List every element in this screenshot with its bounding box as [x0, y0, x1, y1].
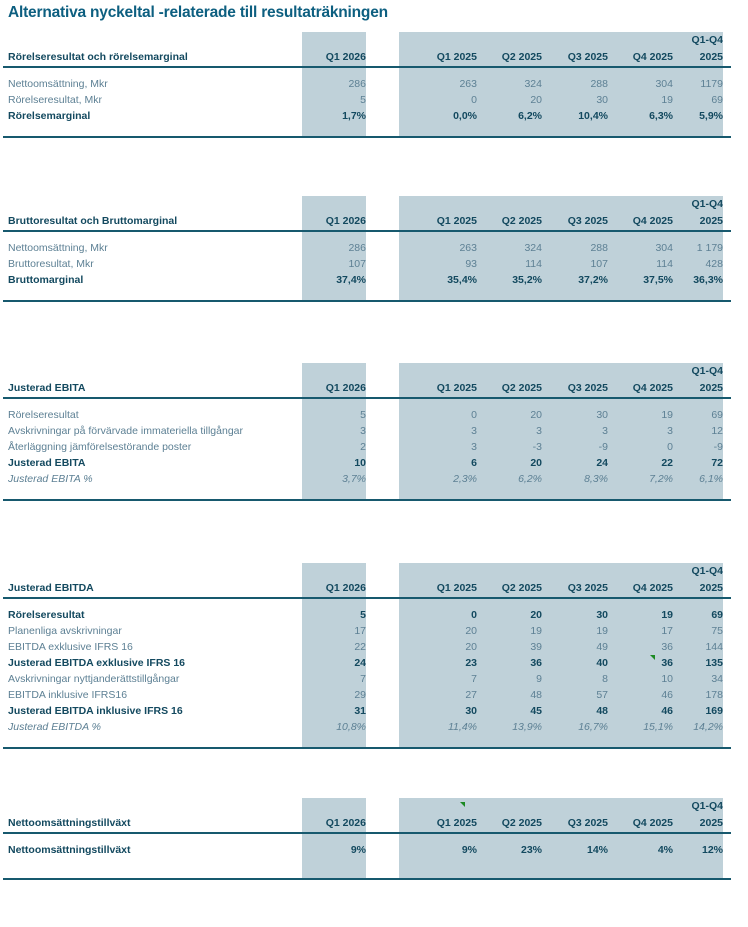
- header-rule: [3, 597, 731, 599]
- table-cell: 9: [536, 673, 542, 685]
- column-header-quarter: Q3 2025: [567, 382, 608, 394]
- column-header-fullyear-top: Q1-Q4: [691, 198, 723, 210]
- table-cell: 30: [596, 409, 608, 421]
- table-cell: 23%: [520, 844, 542, 856]
- table-cell: 8: [602, 673, 608, 685]
- table-cell: 37,5%: [643, 274, 673, 286]
- table-cell: 48: [530, 689, 542, 701]
- table-row: [0, 687, 748, 703]
- table-header-row: [0, 380, 748, 397]
- table-row: [0, 639, 748, 655]
- table-cell: 30: [465, 705, 477, 717]
- table-cell: 10: [661, 673, 673, 685]
- table-row: [0, 655, 748, 671]
- table-cell: 22: [354, 641, 366, 653]
- row-label: Avskrivningar nyttjanderättstillgångar: [8, 673, 180, 685]
- table-cell: 75: [711, 625, 723, 637]
- column-header-quarter: Q2 2025: [501, 817, 542, 829]
- table-cell: 5: [360, 609, 366, 621]
- table-cell: 45: [530, 705, 542, 717]
- table-cell: 324: [524, 242, 542, 254]
- row-label: EBITDA exklusive IFRS 16: [8, 641, 133, 653]
- table-cell: 288: [590, 78, 608, 90]
- table-cell: 304: [655, 78, 673, 90]
- section-bottom-rule: [3, 300, 731, 302]
- table-cell: 9%: [350, 844, 366, 856]
- table-row: [0, 92, 748, 108]
- table-superheader-row: [0, 563, 748, 580]
- table-cell: 107: [348, 258, 366, 270]
- table-row: [0, 272, 748, 288]
- row-label: Justerad EBITA %: [8, 473, 93, 485]
- column-header-current: Q1 2026: [325, 382, 366, 394]
- table-cell: 288: [590, 242, 608, 254]
- table-cell: 428: [705, 258, 723, 270]
- table-cell: 20: [465, 625, 477, 637]
- table-cell: 5: [360, 94, 366, 106]
- table-cell: 20: [530, 457, 542, 469]
- table-cell: 1,7%: [342, 110, 366, 122]
- table-cell: 12%: [701, 844, 723, 856]
- row-label: Återläggning jämförelsestörande poster: [8, 441, 192, 453]
- column-header-fullyear-bottom: 2025: [699, 817, 723, 829]
- table-cell: 286: [348, 78, 366, 90]
- table-cell: 36: [661, 641, 673, 653]
- section-heading: Bruttoresultat och Bruttomarginal: [8, 215, 178, 227]
- table-cell: 286: [348, 242, 366, 254]
- table-row: [0, 471, 748, 487]
- header-rule: [3, 397, 731, 399]
- section-bottom-rule: [3, 499, 731, 501]
- row-label: Justerad EBITDA %: [8, 721, 101, 733]
- table-cell: 1 179: [696, 242, 723, 254]
- table-cell: 0: [471, 609, 477, 621]
- table-cell: 10,8%: [336, 721, 366, 733]
- table-cell: 6: [471, 457, 477, 469]
- table-cell: 3: [360, 425, 366, 437]
- column-header-quarter: Q1 2025: [436, 51, 477, 63]
- column-header-quarter: Q1 2025: [436, 382, 477, 394]
- table-row: [0, 407, 748, 423]
- header-rule: [3, 230, 731, 232]
- table-cell: 19: [661, 609, 673, 621]
- column-header-quarter: Q1 2025: [436, 582, 477, 594]
- row-label: Rörelsemarginal: [8, 110, 91, 122]
- table-cell: 19: [530, 625, 542, 637]
- column-header-fullyear-top: Q1-Q4: [691, 365, 723, 377]
- section-heading: Nettoomsättningstillväxt: [8, 817, 131, 829]
- comment-marker-icon: [650, 655, 655, 660]
- table-cell: 48: [596, 705, 608, 717]
- table-cell: 37,2%: [578, 274, 608, 286]
- table-cell: 35,4%: [447, 274, 477, 286]
- table-cell: 304: [655, 242, 673, 254]
- table-cell: 263: [459, 78, 477, 90]
- table-cell: 6,2%: [518, 110, 542, 122]
- table-cell: 69: [711, 94, 723, 106]
- table-header-row: [0, 815, 748, 832]
- table-cell: -9: [598, 441, 608, 453]
- column-header-quarter: Q3 2025: [567, 51, 608, 63]
- table-cell: 69: [711, 609, 723, 621]
- table-cell: 22: [661, 457, 673, 469]
- table-row: [0, 623, 748, 639]
- table-cell: 6,2%: [518, 473, 542, 485]
- table-cell: 40: [596, 657, 608, 669]
- section-bottom-rule: [3, 747, 731, 749]
- table-cell: 10,4%: [578, 110, 608, 122]
- table-cell: 0: [667, 441, 673, 453]
- table-cell: 27: [465, 689, 477, 701]
- table-cell: 5: [360, 409, 366, 421]
- table-cell: 6,3%: [649, 110, 673, 122]
- row-label: Justerad EBITDA inklusive IFRS 16: [8, 705, 183, 717]
- table-cell: -3: [532, 441, 542, 453]
- table-cell: 3,7%: [342, 473, 366, 485]
- table-cell: 20: [530, 409, 542, 421]
- row-label: Bruttoresultat, Mkr: [8, 258, 94, 270]
- column-header-quarter: Q4 2025: [632, 215, 673, 227]
- table-cell: 57: [596, 689, 608, 701]
- table-superheader-row: [0, 196, 748, 213]
- column-header-fullyear-top: Q1-Q4: [691, 800, 723, 812]
- table-cell: 36: [661, 657, 673, 669]
- column-header-fullyear-bottom: 2025: [699, 382, 723, 394]
- table-cell: 36,3%: [693, 274, 723, 286]
- row-label: Rörelseresultat: [8, 609, 85, 621]
- section-heading: Rörelseresultat och rörelsemarginal: [8, 51, 188, 63]
- table-row: [0, 76, 748, 92]
- table-superheader-row: [0, 32, 748, 49]
- column-header-quarter: Q2 2025: [501, 382, 542, 394]
- table-cell: 30: [596, 609, 608, 621]
- table-cell: 46: [661, 705, 673, 717]
- table-cell: 3: [471, 441, 477, 453]
- table-cell: 17: [354, 625, 366, 637]
- row-label: EBITDA inklusive IFRS16: [8, 689, 128, 701]
- row-label: Nettoomsättningstillväxt: [8, 844, 131, 856]
- column-header-quarter: Q3 2025: [567, 582, 608, 594]
- table-cell: 2: [360, 441, 366, 453]
- row-label: Rörelseresultat, Mkr: [8, 94, 102, 106]
- table-superheader-row: [0, 363, 748, 380]
- table-cell: 19: [596, 625, 608, 637]
- table-cell: 16,7%: [578, 721, 608, 733]
- table-cell: 46: [661, 689, 673, 701]
- table-cell: 35,2%: [512, 274, 542, 286]
- table-cell: 19: [661, 409, 673, 421]
- table-cell: 3: [667, 425, 673, 437]
- table-cell: 169: [705, 705, 723, 717]
- table-header-row: [0, 580, 748, 597]
- table-row: [0, 108, 748, 124]
- column-header-fullyear-top: Q1-Q4: [691, 34, 723, 46]
- column-header-quarter: Q3 2025: [567, 817, 608, 829]
- table-cell: 114: [525, 258, 542, 270]
- table-cell: 12: [711, 425, 723, 437]
- table-row: [0, 703, 748, 719]
- column-header-fullyear-top: Q1-Q4: [691, 565, 723, 577]
- column-header-fullyear-bottom: 2025: [699, 51, 723, 63]
- table-cell: 24: [354, 657, 366, 669]
- table-cell: 144: [705, 641, 723, 653]
- table-cell: 39: [530, 641, 542, 653]
- table-cell: 19: [661, 94, 673, 106]
- comment-marker-icon: [460, 802, 465, 807]
- section-heading: Justerad EBITA: [8, 382, 86, 394]
- column-header-quarter: Q4 2025: [632, 382, 673, 394]
- table-cell: 17: [661, 625, 673, 637]
- row-label: Bruttomarginal: [8, 274, 84, 286]
- column-header-current: Q1 2026: [325, 582, 366, 594]
- column-header-current: Q1 2026: [325, 215, 366, 227]
- column-header-quarter: Q1 2025: [436, 215, 477, 227]
- table-cell: 30: [596, 94, 608, 106]
- column-header-quarter: Q2 2025: [501, 582, 542, 594]
- table-cell: 13,9%: [512, 721, 542, 733]
- table-cell: -9: [713, 441, 723, 453]
- table-cell: 6,1%: [699, 473, 723, 485]
- table-cell: 0,0%: [453, 110, 477, 122]
- table-cell: 3: [536, 425, 542, 437]
- table-section: [0, 563, 748, 749]
- column-header-current: Q1 2026: [325, 817, 366, 829]
- column-header-quarter: Q4 2025: [632, 51, 673, 63]
- table-row: [0, 240, 748, 256]
- row-label: Planenliga avskrivningar: [8, 625, 122, 637]
- table-cell: 0: [471, 94, 477, 106]
- table-header-row: [0, 49, 748, 66]
- table-superheader-row: [0, 798, 748, 815]
- table-row: [0, 842, 748, 858]
- table-cell: 31: [354, 705, 366, 717]
- row-label: Avskrivningar på förvärvade immateriella tillgångar: [8, 425, 243, 437]
- table-cell: 135: [705, 657, 723, 669]
- row-label: Justerad EBITDA exklusive IFRS 16: [8, 657, 186, 669]
- table-row: [0, 256, 748, 272]
- table-cell: 93: [465, 258, 477, 270]
- column-header-quarter: Q3 2025: [567, 215, 608, 227]
- table-cell: 36: [530, 657, 542, 669]
- table-cell: 114: [656, 258, 673, 270]
- table-cell: 20: [530, 609, 542, 621]
- table-cell: 4%: [657, 844, 673, 856]
- table-cell: 9%: [461, 844, 477, 856]
- table-cell: 20: [530, 94, 542, 106]
- table-section: [0, 798, 748, 880]
- table-cell: 37,4%: [336, 274, 366, 286]
- table-row: [0, 423, 748, 439]
- section-bottom-rule: [3, 136, 731, 138]
- table-cell: 10: [354, 457, 366, 469]
- table-cell: 15,1%: [643, 721, 673, 733]
- table-cell: 0: [471, 409, 477, 421]
- table-section: [0, 363, 748, 501]
- table-cell: 7,2%: [649, 473, 673, 485]
- table-cell: 23: [465, 657, 477, 669]
- table-section: [0, 196, 748, 302]
- table-cell: 5,9%: [699, 110, 723, 122]
- table-cell: 20: [465, 641, 477, 653]
- table-row: [0, 455, 748, 471]
- column-header-quarter: Q2 2025: [501, 51, 542, 63]
- column-header-current: Q1 2026: [325, 51, 366, 63]
- table-cell: 49: [596, 641, 608, 653]
- table-row: [0, 719, 748, 735]
- row-label: Rörelseresultat: [8, 409, 79, 421]
- table-cell: 7: [471, 673, 477, 685]
- row-label: Nettoomsättning, Mkr: [8, 242, 108, 254]
- table-cell: 178: [705, 689, 723, 701]
- table-header-row: [0, 213, 748, 230]
- table-cell: 2,3%: [453, 473, 477, 485]
- table-row: [0, 607, 748, 623]
- column-header-quarter: Q1 2025: [436, 817, 477, 829]
- table-cell: 263: [459, 242, 477, 254]
- table-cell: 24: [596, 457, 608, 469]
- table-section: [0, 32, 748, 138]
- table-cell: 29: [354, 689, 366, 701]
- table-cell: 1179: [700, 78, 723, 90]
- table-cell: 69: [711, 409, 723, 421]
- column-header-fullyear-bottom: 2025: [699, 215, 723, 227]
- table-cell: 14%: [586, 844, 608, 856]
- table-cell: 7: [360, 673, 366, 685]
- table-cell: 3: [602, 425, 608, 437]
- row-label: Justerad EBITA: [8, 457, 86, 469]
- table-cell: 8,3%: [584, 473, 608, 485]
- header-rule: [3, 66, 731, 68]
- table-row: [0, 439, 748, 455]
- section-bottom-rule: [3, 878, 731, 880]
- row-label: Nettoomsättning, Mkr: [8, 78, 108, 90]
- table-cell: 3: [471, 425, 477, 437]
- table-cell: 107: [590, 258, 608, 270]
- table-cell: 34: [711, 673, 723, 685]
- column-header-quarter: Q4 2025: [632, 817, 673, 829]
- table-cell: 14,2%: [693, 721, 723, 733]
- column-header-quarter: Q4 2025: [632, 582, 673, 594]
- section-heading: Justerad EBITDA: [8, 582, 94, 594]
- column-header-fullyear-bottom: 2025: [699, 582, 723, 594]
- column-header-quarter: Q2 2025: [501, 215, 542, 227]
- table-cell: 72: [711, 457, 723, 469]
- table-cell: 11,4%: [448, 721, 477, 733]
- document-title: Alternativa nyckeltal -relaterade till resultaträkningen: [8, 4, 388, 21]
- table-cell: 324: [524, 78, 542, 90]
- table-row: [0, 671, 748, 687]
- header-rule: [3, 832, 731, 834]
